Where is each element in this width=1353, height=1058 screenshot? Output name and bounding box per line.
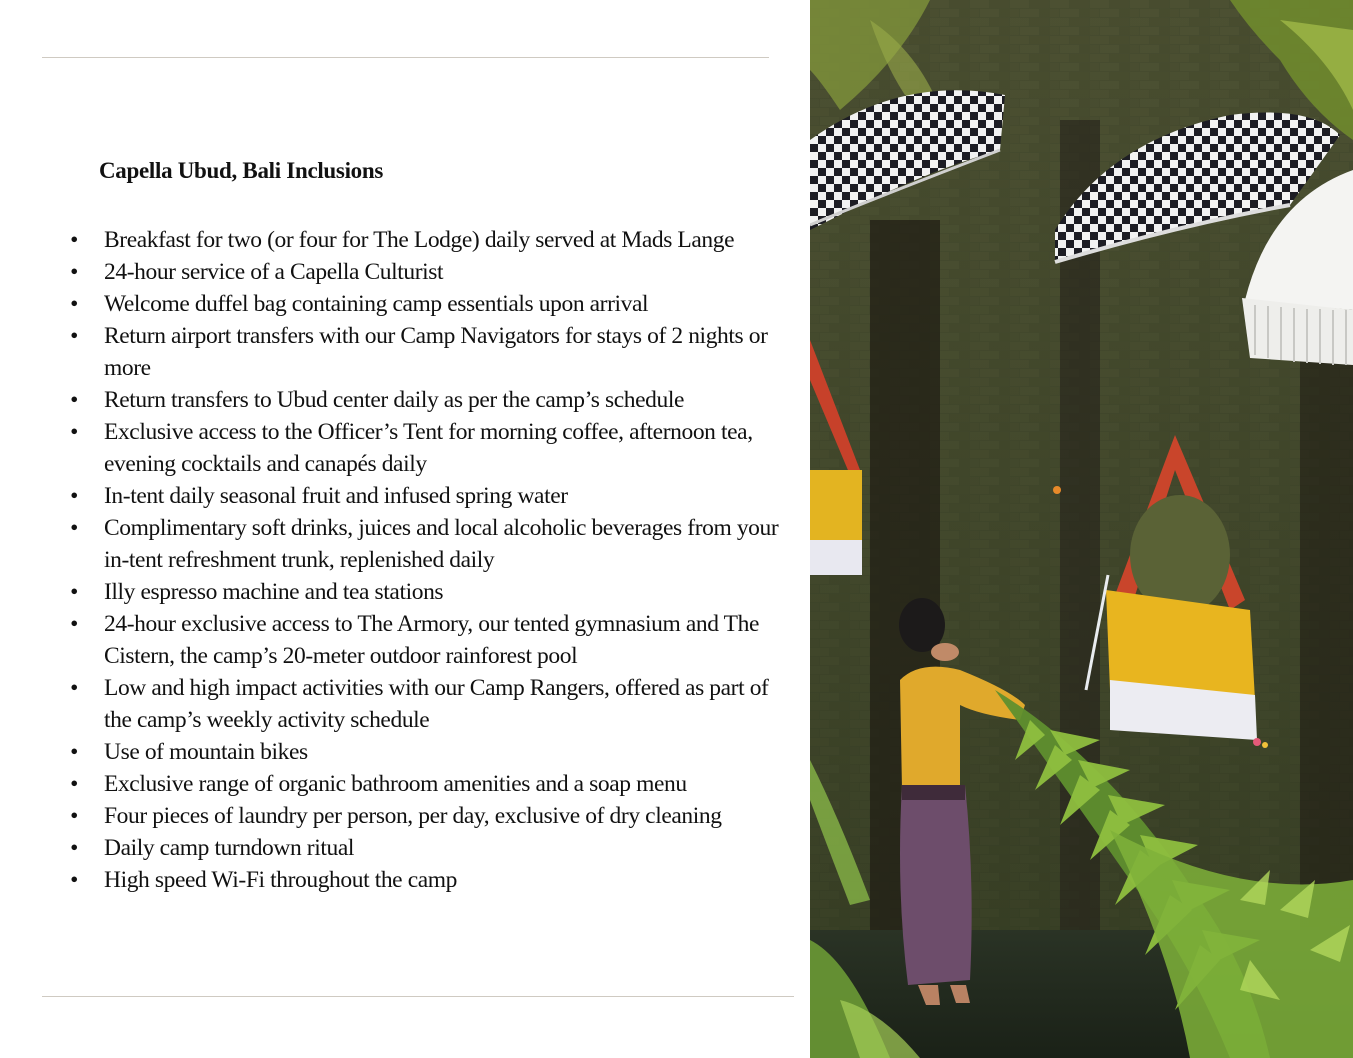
bullet-icon: • [70, 579, 78, 605]
inclusion-text: Complimentary soft drinks, juices and local alcoholic beverages from your in-tent refreshment trunk, replenished daily [104, 515, 779, 573]
bullet-icon: • [70, 803, 78, 829]
inclusion-text: 24-hour exclusive access to The Armory, our tented gymnasium and The Cistern, the camp’s 20-meter outdoor rainforest pool [104, 611, 760, 669]
inclusion-text: Breakfast for two (or four for The Lodge) daily served at Mads Lange [104, 227, 735, 253]
inclusion-text: Low and high impact activities with our Camp Rangers, offered as part of the camp’s weekly activity schedule [104, 675, 769, 733]
bullet-icon: • [70, 483, 78, 509]
inclusion-item [62, 512, 797, 576]
bullet-icon: • [70, 227, 78, 253]
inclusion-text: Daily camp turndown ritual [104, 835, 354, 861]
bullet-icon: • [70, 867, 78, 893]
inclusion-item [62, 800, 797, 832]
inclusion-text: Illy espresso machine and tea stations [104, 579, 444, 605]
inclusion-item [62, 608, 797, 672]
inclusion-item [62, 736, 797, 768]
bullet-icon: • [70, 771, 78, 797]
inclusion-text: Exclusive range of organic bathroom amenities and a soap menu [104, 771, 687, 797]
inclusion-item [62, 256, 797, 288]
page-title: Capella Ubud, Bali Inclusions [99, 158, 384, 183]
bullet-icon: • [70, 835, 78, 861]
inclusion-item [62, 768, 797, 800]
bullet-icon: • [70, 515, 78, 541]
inclusion-item [62, 832, 797, 864]
temple-photo [810, 0, 1353, 1058]
bullet-icon: • [70, 739, 78, 765]
inclusion-text: Return airport transfers with our Camp Navigators for stays of 2 nights or more [104, 323, 768, 381]
inclusion-item [62, 576, 797, 608]
inclusion-text: Four pieces of laundry per person, per day, exclusive of dry cleaning [104, 803, 722, 829]
inclusion-item [62, 288, 797, 320]
bullet-icon: • [70, 259, 78, 285]
top-divider [42, 57, 769, 58]
inclusion-text: In-tent daily seasonal fruit and infused spring water [104, 483, 568, 509]
inclusion-text: 24-hour service of a Capella Culturist [104, 259, 444, 285]
bullet-icon: • [70, 323, 78, 349]
inclusion-item [62, 320, 797, 384]
bullet-icon: • [70, 419, 78, 445]
inclusion-item [62, 480, 797, 512]
inclusion-text: High speed Wi-Fi throughout the camp [104, 867, 457, 893]
bullet-icon: • [70, 611, 78, 637]
bullet-icon: • [70, 675, 78, 701]
inclusion-text: Welcome duffel bag containing camp essentials upon arrival [104, 291, 649, 317]
inclusion-text: Return transfers to Ubud center daily as per the camp’s schedule [104, 387, 684, 413]
inclusion-item [62, 224, 797, 256]
inclusion-text: Use of mountain bikes [104, 739, 308, 765]
inclusion-item [62, 384, 797, 416]
inclusion-item [62, 672, 797, 736]
bullet-icon: • [70, 387, 78, 413]
bottom-divider [42, 996, 794, 997]
inclusions-list [62, 224, 797, 896]
inclusion-item [62, 864, 797, 896]
inclusion-item [62, 416, 797, 480]
bullet-icon: • [70, 291, 78, 317]
inclusion-text: Exclusive access to the Officer’s Tent for morning coffee, afternoon tea, evening cocktails and canapés daily [104, 419, 753, 477]
